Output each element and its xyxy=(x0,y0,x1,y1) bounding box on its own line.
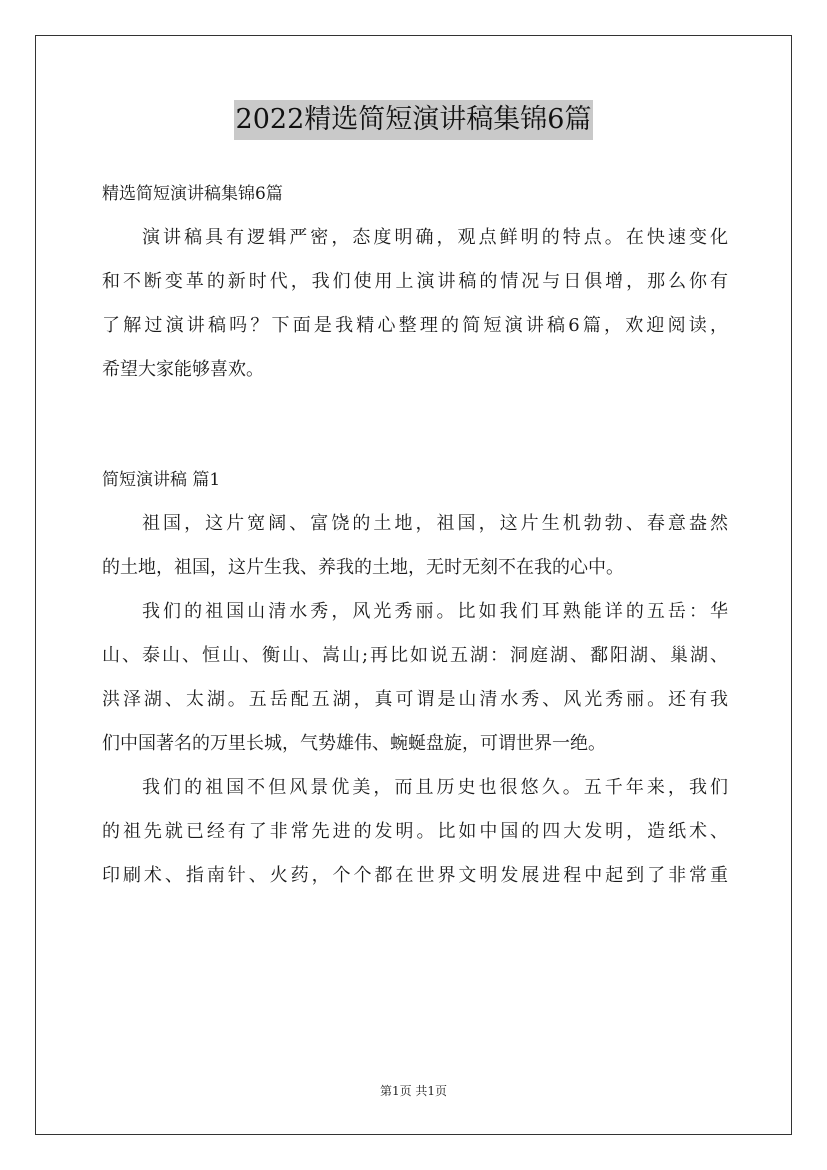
paragraph-line: 我们的祖国山清水秀，风光秀丽。比如我们耳熟能详的五岳：华 xyxy=(142,601,728,622)
paragraph-line: 了解过演讲稿吗？下面是我精心整理的简短演讲稿6篇，欢迎阅读， xyxy=(102,315,728,336)
section-heading: 简短演讲稿 篇1 xyxy=(102,470,221,490)
title-container xyxy=(0,100,827,140)
paragraph-2 xyxy=(102,590,728,766)
paragraph-line: 印刷术、指南针、火药，个个都在世界文明发展进程中起到了非常重 xyxy=(102,865,728,886)
paragraph-line: 希望大家能够喜欢。 xyxy=(102,359,264,380)
paragraph-line: 祖国，这片宽阔、富饶的土地，祖国，这片生机勃勃、春意盎然 xyxy=(142,513,728,534)
paragraph-line: 和不断变革的新时代，我们使用上演讲稿的情况与日俱增，那么你有 xyxy=(102,271,728,292)
paragraph-line: 的祖先就已经有了非常先进的发明。比如中国的四大发明，造纸术、 xyxy=(102,821,728,842)
paragraph-line: 洪泽湖、太湖。五岳配五湖，真可谓是山清水秀、风光秀丽。还有我 xyxy=(102,689,728,710)
page-footer: 第1页 共1页 xyxy=(379,1084,448,1098)
paragraph-1 xyxy=(102,502,728,590)
section-spacer xyxy=(102,392,728,458)
paragraph-3 xyxy=(102,766,728,898)
document-subtitle: 精选简短演讲稿集锦6篇 xyxy=(102,184,283,204)
paragraph-line: 演讲稿具有逻辑严密，态度明确，观点鲜明的特点。在快速变化 xyxy=(142,227,728,248)
document-title: 2022精选简短演讲稿集锦6篇 xyxy=(234,100,594,140)
paragraph-line: 山、泰山、恒山、衡山、嵩山;再比如说五湖：洞庭湖、鄱阳湖、巢湖、 xyxy=(102,645,728,666)
intro-paragraph xyxy=(102,216,728,392)
document-body xyxy=(102,172,728,898)
paragraph-line: 我们的祖国不但风景优美，而且历史也很悠久。五千年来，我们 xyxy=(142,777,728,798)
paragraph-line: 们中国著名的万里长城，气势雄伟、蜿蜒盘旋，可谓世界一绝。 xyxy=(102,733,606,754)
paragraph-line: 的土地，祖国，这片生我、养我的土地，无时无刻不在我的心中。 xyxy=(102,557,624,578)
